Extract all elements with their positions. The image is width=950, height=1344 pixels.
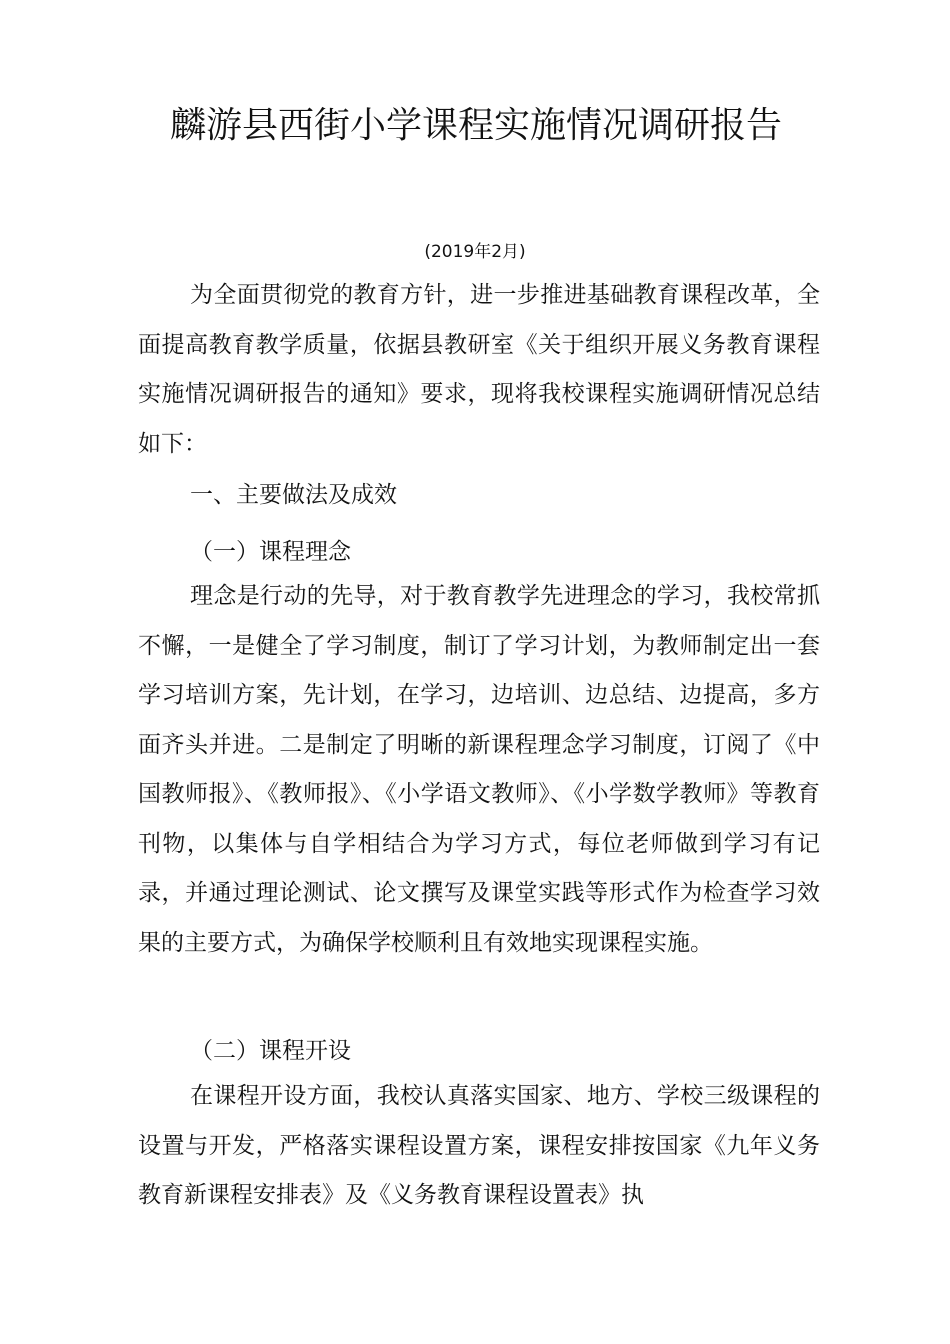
course-offering-paragraph: 在课程开设方面，我校认真落实国家、地方、学校三级课程的设置与开发，严格落实课程设置方案，课程安排按国家《九年义务教育新课程安排表》及《义务教育课程设置表》执: [138, 1083, 820, 1208]
intro-paragraph: 为全面贯彻党的教育方针，进一步推进基础教育课程改革，全面提高教育教学质量，依据县教研室《关于组织开展义务教育课程实施情况调研报告的通知》要求，现将我校课程实施调研情况总结如下：: [138, 282, 820, 457]
section-heading-main-practices: 一、主要做法及成效: [190, 482, 397, 508]
document-title: 麟游县西街小学课程实施情况调研报告: [170, 105, 783, 146]
report-date: (2019年2月): [424, 242, 526, 262]
course-concept-paragraph: 理念是行动的先导，对于教育教学先进理念的学习，我校常抓不懈，一是健全了学习制度，制订了学习计划，为教师制定出一套学习培训方案，先计划，在学习，边培训、边总结、边提高，多方面齐头并进。二是制定了明晰的新课程理念学习制度，订阅了《中国教师报》、《教师报》、《小学语文教师》、《小学数学教师》等教育刊物，以集体与自学相结合为学习方式，每位老师做到学习有记录，并通过理论测试、论文撰写及课堂实践等形式作为检查学习效果的主要方式，为确保学校顺利且有效地实现课程实施。: [138, 583, 820, 956]
subsection-heading-course-offering: （二）课程开设: [190, 1038, 351, 1064]
subsection-heading-course-concept: （一）课程理念: [190, 539, 351, 565]
